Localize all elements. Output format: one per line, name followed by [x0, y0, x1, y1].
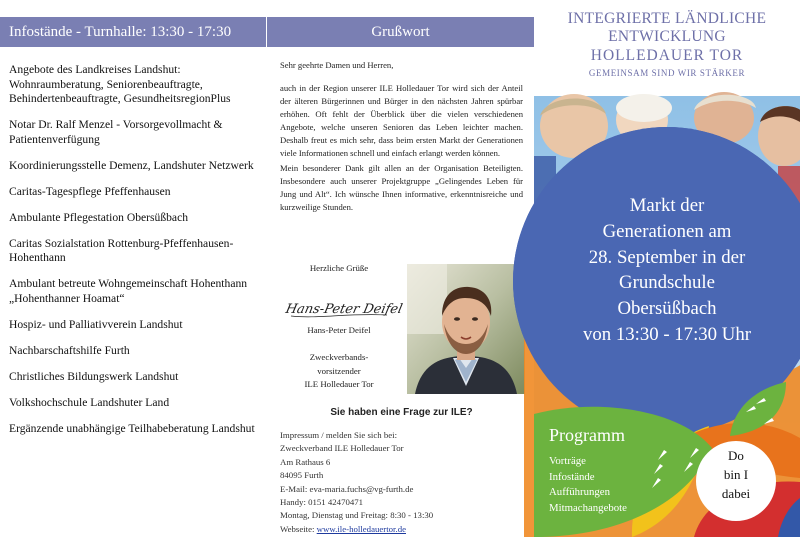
contact-line — [280, 523, 523, 536]
letter-paragraph: Mein besonderer Dank gilt allen an der Organisation Beteiligten. Insbesondere auch unserer Projektgruppe „Gelingendes Leben für Jung und Alt“. Ich wünsche Ihnen informative, erkenntnisreiche und kurzweilige Stunden. — [280, 163, 523, 212]
question-heading: Sie haben eine Frage zur ILE? — [330, 407, 473, 418]
website-label: Webseite: — [280, 523, 317, 534]
program-item: Aufführungen — [549, 486, 610, 498]
brand-line: INTEGRIERTE LÄNDLICHE — [567, 10, 767, 27]
brand-line: ENTWICKLUNG — [608, 28, 726, 45]
list-item: Hospiz- und Palliativverein Landshut — [9, 317, 183, 331]
svg-text:Hans-Peter Deifel: Hans-Peter Deifel — [284, 301, 404, 317]
letter-paragraph: auch in der Region unserer ILE Holledauer Tor wird sich der Anteil der älteren Bürgerinnen und Bürger in den nächsten Jahren spürbar erhöhen. Oft fehlt der Überblick über die vielen verschiedenen Angebote, welche unseren Senioren das Leben leichter machen. Deshalb freut es mich sehr, dass beim ersten Markt der Generationen viele Informationen schnell und einfach erlangt werden können. — [280, 83, 523, 158]
list-item: Koordinierungsstelle Demenz, Landshuter Netzwerk — [9, 158, 254, 172]
event-line: Obersüßbach — [617, 298, 717, 320]
portrait-photo — [407, 264, 525, 394]
list-item: Christliches Bildungswerk Landshut — [9, 369, 179, 383]
badge-line: bin I — [723, 467, 749, 482]
badge-line: dabei — [721, 486, 751, 501]
event-line: Generationen am — [602, 220, 732, 242]
contact-line: Impressum / melden Sie sich bei: — [280, 430, 398, 440]
letter-salutation: Sehr geehrte Damen und Herren, — [280, 60, 394, 70]
list-item: Caritas-Tagespflege Pfeffenhausen — [9, 184, 171, 198]
contact-line: Am Rathaus 6 — [280, 456, 331, 467]
signer-role: ILE Holledauer Tor — [304, 379, 374, 389]
list-item: Ambulante Pflegestation Obersüßbach — [9, 210, 189, 224]
infostaende-column — [0, 0, 266, 537]
contact-line: Handy: 0151 42470471 — [280, 497, 364, 508]
program-item: Mitmachangebote — [549, 501, 627, 514]
program-item: Vorträge — [549, 455, 586, 467]
list-item: Ambulant betreute Wohngemeinschaft Hohenthann „Hohenthanner Hoamat“ — [9, 277, 248, 305]
program-item: Infostände — [549, 470, 595, 483]
list-item: Angebote des Landkreises Landshut: Wohnraumberatung, Seniorenbeauftragte, Behindertenbeauftragte, GesundheitsregionPlus — [9, 63, 231, 105]
event-line: Markt der — [629, 195, 705, 216]
program-list — [549, 454, 627, 516]
contact-line: 84095 Furth — [280, 470, 324, 481]
brand-line: HOLLEDAUER TOR — [590, 47, 744, 64]
signer-role: vorsitzender — [317, 365, 361, 376]
contact-line: Zweckverband ILE Holledauer Tor — [280, 443, 404, 454]
contact-info — [280, 429, 523, 536]
grusswort-column — [266, 0, 534, 537]
grusswort-header: Grußwort — [267, 17, 534, 47]
signer-name: Hans-Peter Deifel — [307, 324, 371, 335]
contact-line: E-Mail: eva-maria.fuchs@vg-furth.de — [280, 483, 414, 494]
brand-tagline: GEMEINSAM SIND WIR STÄRKER — [588, 68, 746, 78]
event-line: 28. September in der — [588, 246, 746, 268]
event-line: von 13:30 - 17:30 Uhr — [583, 323, 751, 345]
do-bin-i-dabei-badge — [696, 441, 776, 521]
handwritten-signature — [284, 294, 404, 320]
event-line: Grundschule — [619, 272, 715, 294]
badge-line: Do — [728, 448, 744, 463]
list-item: Caritas Sozialstation Rottenburg-Pfeffenhausen-Hohenthann — [9, 236, 234, 264]
closing-greeting: Herzliche Grüße — [309, 263, 369, 273]
list-item: Notar Dr. Ralf Menzel - Vorsorgevollmacht & Patientenverfügung — [9, 118, 223, 146]
event-announcement — [542, 193, 792, 348]
contact-line: Montag, Dienstag und Freitag: 8:30 - 13:30 — [280, 510, 434, 521]
infostaende-list — [9, 63, 263, 448]
list-item: Volkshochschule Landshuter Land — [9, 395, 170, 409]
ile-logo-text — [534, 10, 800, 78]
list-item: Ergänzende unabhängige Teilhabeberatung Landshut — [9, 421, 255, 435]
list-item: Nachbarschaftshilfe Furth — [9, 343, 130, 357]
program-title: Programm — [549, 425, 625, 445]
infostaende-header: Infostände - Turnhalle: 13:30 - 17:30 — [0, 17, 266, 47]
website-link[interactable]: www.ile-holledauertor.de — [316, 523, 406, 534]
signer-role: Zweckverbands- — [309, 352, 369, 362]
signature-block — [280, 262, 404, 392]
greeting-letter — [280, 59, 523, 216]
